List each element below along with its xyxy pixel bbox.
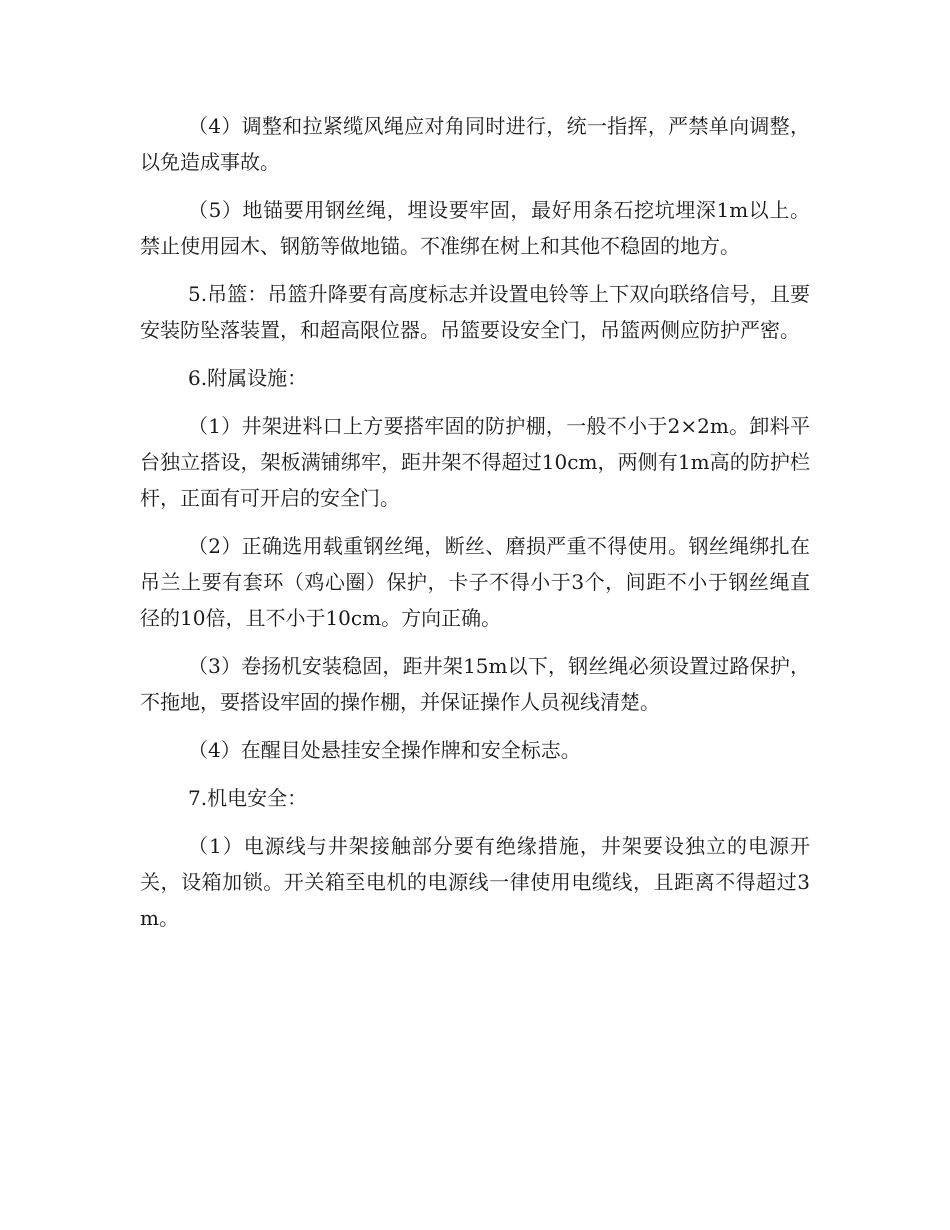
paragraph-guy-wire-adjustment: （4）调整和拉紧缆风绳应对角同时进行，统一指挥，严禁单向调整，以免造成事故。: [140, 114, 810, 174]
paragraph-winch: （3）卷扬机安装稳固，距井架15m以下，钢丝绳必须设置过路保护，不拖地，要搭设牢固的操作棚，并保证操作人员视线清楚。: [140, 654, 810, 714]
paragraph-wire-rope: （2）正确选用载重钢丝绳，断丝、磨损严重不得使用。钢丝绳绑扎在吊兰上要有套环（鸡心圈）保护，卡子不得小于3个，间距不小于钢丝绳直径的10倍，且不小于10cm。方向正确。: [140, 534, 810, 630]
paragraph-ground-anchor: （5）地锚要用钢丝绳，埋设要牢固，最好用条石挖坑埋深1m以上。禁止使用园木、钢筋等做地锚。不准绑在树上和其他不稳固的地方。: [140, 198, 810, 258]
section-heading-electromechanical-safety: 7.机电安全：: [188, 786, 308, 810]
document-page: [140, 108, 810, 948]
section-heading-auxiliary-facilities: 6.附属设施：: [188, 366, 308, 390]
paragraph-power-line: （1）电源线与井架接触部分要有绝缘措施，井架要设独立的电源开关，设箱加锁。开关箱至电机的电源线一律使用电缆线，且距离不得超过3m。: [140, 834, 810, 930]
paragraph-safety-signs: （4）在醒目处悬挂安全操作牌和安全标志。: [188, 738, 581, 762]
paragraph-protective-shed: （1）井架进料口上方要搭牢固的防护棚，一般不小于2×2m。卸料平台独立搭设，架板满铺绑牢，距井架不得超过10cm，两侧有1m高的防护栏杆，正面有可开启的安全门。: [140, 414, 810, 510]
paragraph-hoist-basket: 5.吊篮：吊篮升降要有高度标志并设置电铃等上下双向联络信号，且要安装防坠落装置，和超高限位器。吊篮要设安全门，吊篮两侧应防护严密。: [140, 282, 810, 342]
